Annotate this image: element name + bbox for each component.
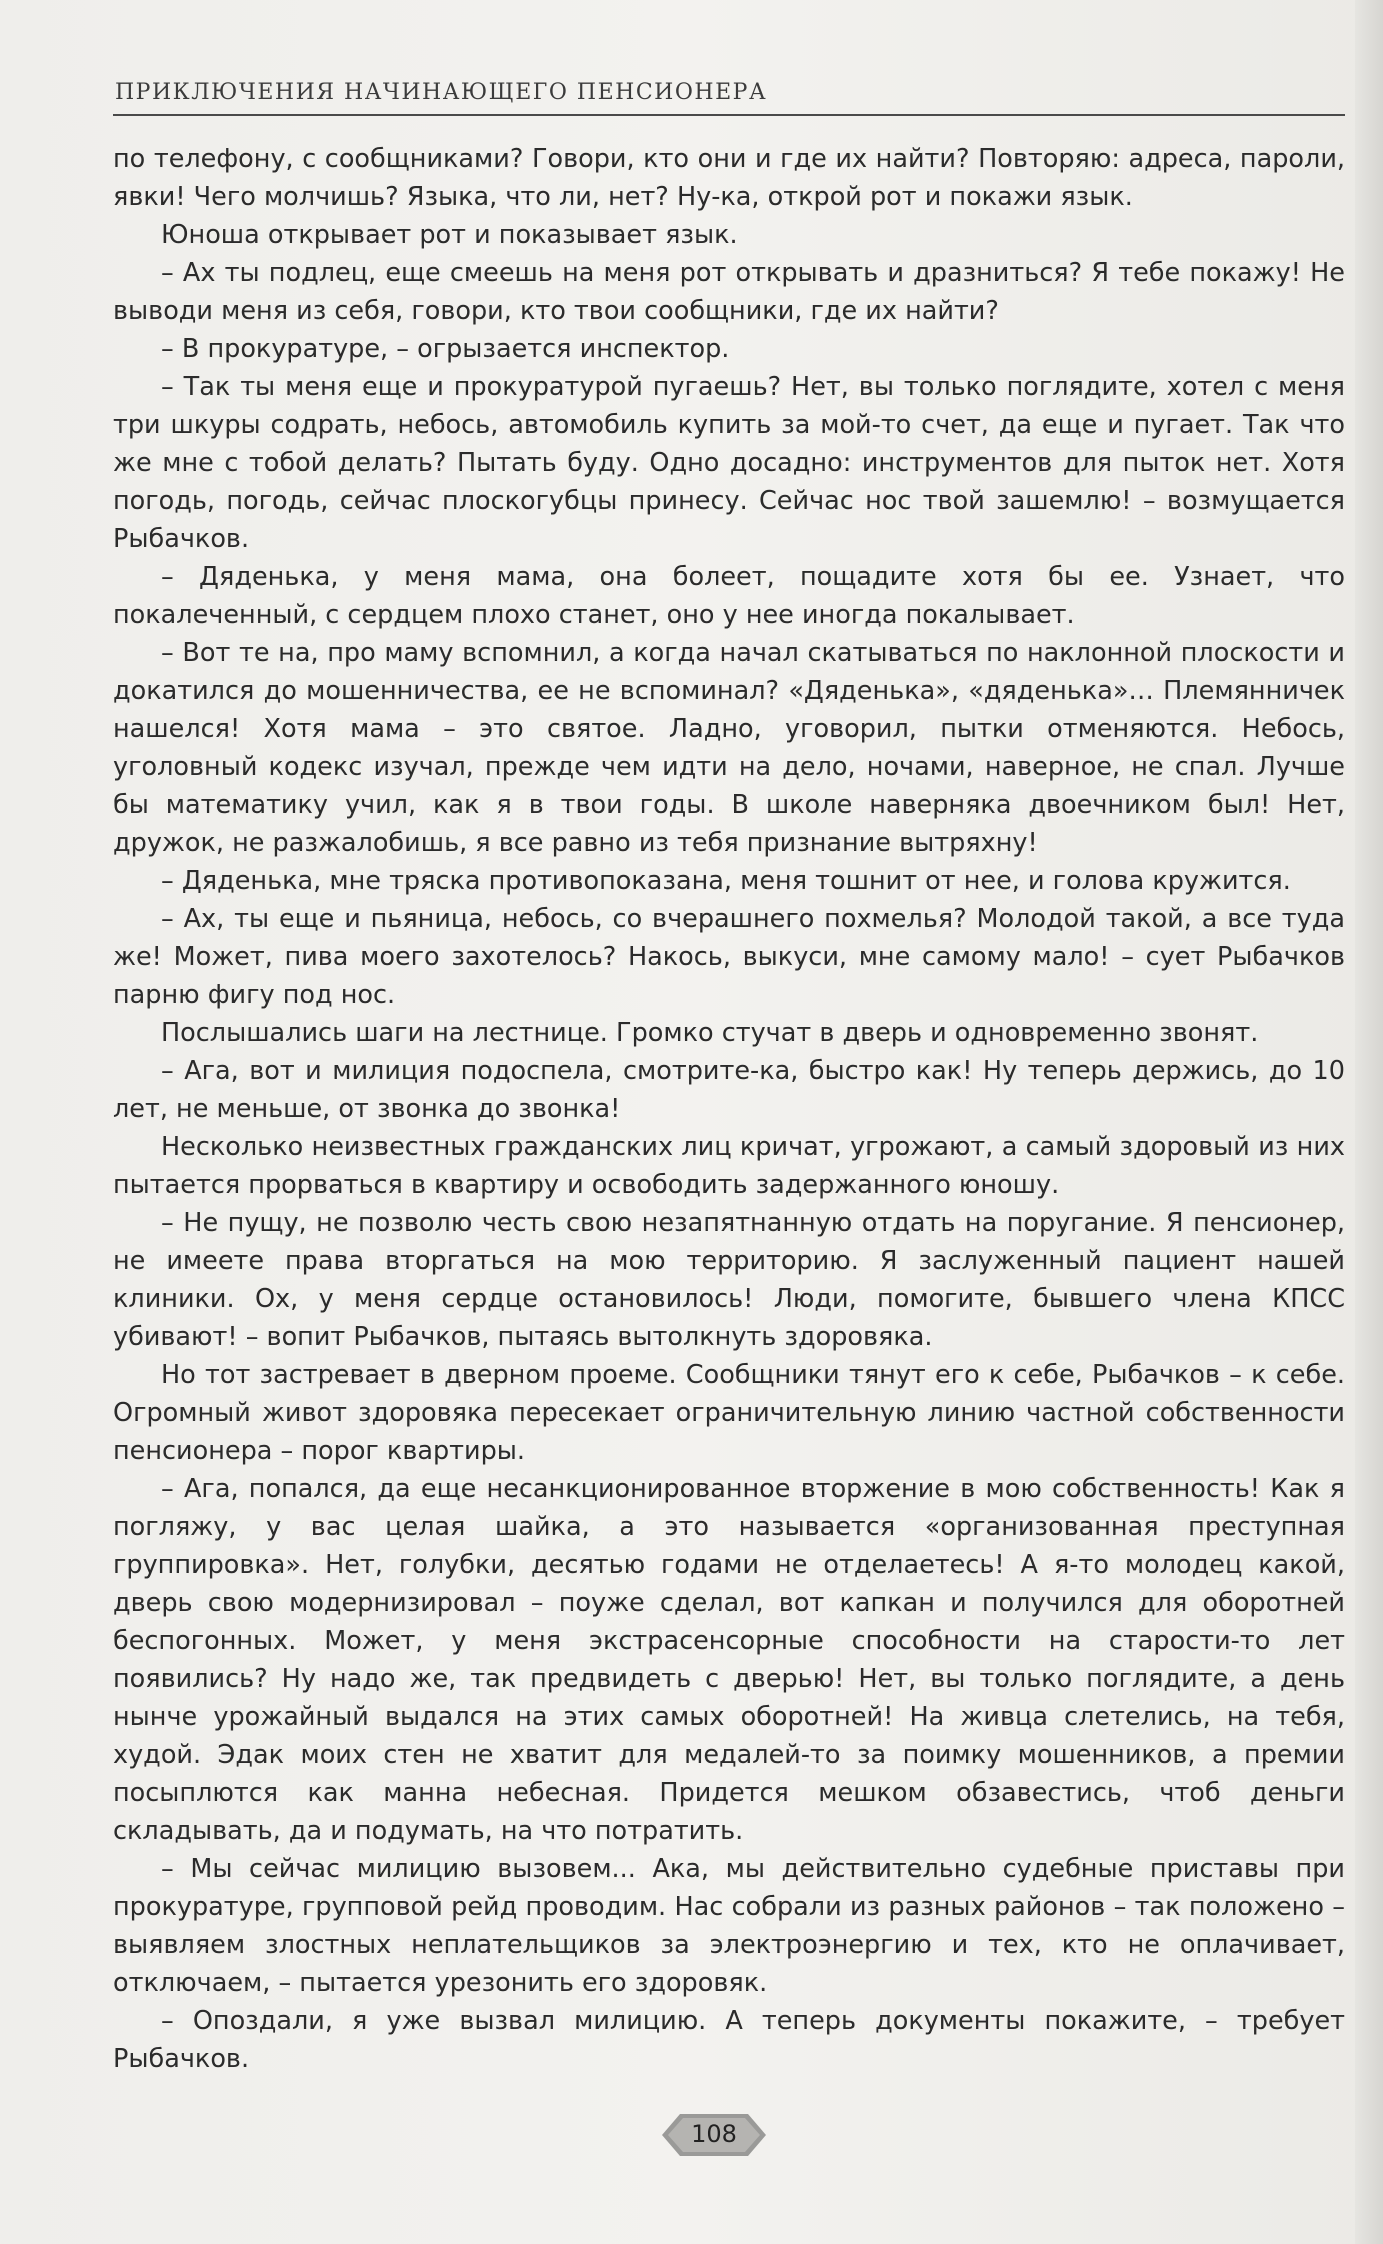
paragraph: – Дяденька, у меня мама, она болеет, пощадите хотя бы ее. Узнает, что покалеченный, с сердцем плохо станет, оно у нее иногда покалывает.	[113, 562, 1345, 630]
page-edge	[1355, 0, 1383, 2244]
paragraph: – Опоздали, я уже вызвал милицию. А теперь документы покажите, – требует Рыбачков.	[113, 2006, 1345, 2074]
paragraph: – Ах ты подлец, еще смеешь на меня рот открывать и дразниться? Я тебе покажу! Не выводи меня из себя, говори, кто твои сообщники, где их найти?	[113, 258, 1345, 326]
paragraph: Но тот застревает в дверном проеме. Сообщники тянут его к себе, Рыбачков – к себе. Огромный живот здоровяка пересекает ограничительную линию частной собственности пенсионера – порог квартиры.	[113, 1360, 1345, 1466]
running-header	[113, 74, 1345, 116]
paragraph: Несколько неизвестных гражданских лиц кричат, угрожают, а самый здоровый из них пытается прорваться в квартиру и освободить задержанного юношу.	[113, 1132, 1345, 1200]
paragraph: по телефону, с сообщниками? Говори, кто они и где их найти? Повторяю: адреса, пароли, явки! Чего молчишь? Языка, что ли, нет? Ну-ка, открой рот и покажи язык.	[113, 144, 1345, 212]
page-number: 108	[691, 2120, 737, 2148]
paragraph: Юноша открывает рот и показывает язык.	[161, 220, 738, 250]
paragraph: – Ага, попался, да еще несанкционированное вторжение в мою собственность! Как я погляжу, у вас целая шайка, а это называется «организованная преступная группировка». Нет, голубки, десятью годами не отделаетесь! А я-то молодец какой, дверь свою модернизировал – поуже сделал, вот капкан и получился для оборотней беспогонных. Может, у меня экстрасенсорные способности на старости-то лет появились? Ну надо же, так предвидеть с дверью! Нет, вы только поглядите, а день нынче урожайный выдался на этих самых оборотней! На живца слетелись, на тебя, худой. Эдак моих стен не хватит для медалей-то за поимку мошенников, а премии посыплются как манна небесная. Придется мешком обзавестись, чтоб деньги складывать, да и подумать, на что потратить.	[113, 1474, 1345, 1846]
paragraph: – В прокуратуре, – огрызается инспектор.	[161, 334, 730, 364]
paragraph: – Не пущу, не позволю честь свою незапятнанную отдать на поругание. Я пенсионер, не имеете права вторгаться на мою территорию. Я заслуженный пациент нашей клиники. Ох, у меня сердце остановилось! Люди, помогите, бывшего члена КПСС убивают! – вопит Рыбачков, пытаясь вытолкнуть здоровяка.	[113, 1208, 1345, 1352]
running-title: ПРИКЛЮЧЕНИЯ НАЧИНАЮЩЕГО ПЕНСИОНЕРА	[115, 80, 768, 105]
paragraph: – Вот те на, про маму вспомнил, а когда начал скатываться по наклонной плоскости и докатился до мошенничества, ее не вспоминал? «Дяденька», «дяденька»… Племянничек нашелся! Хотя мама – это святое. Ладно, уговорил, пытки отменяются. Небось, уголовный кодекс изучал, прежде чем идти на дело, ночами, наверное, не спал. Лучше бы математику учил, как я в твои годы. В школе наверняка двоечником был! Нет, дружок, не разжалобишь, я все равно из тебя признание вытряхну!	[113, 638, 1345, 858]
paragraph: – Ах, ты еще и пьяница, небось, со вчерашнего похмелья? Молодой такой, а все туда же! Может, пива моего захотелось? Накось, выкуси, мне самому мало! – сует Рыбачков парню фигу под нос.	[113, 904, 1345, 1010]
paragraph: – Дяденька, мне тряска противопоказана, меня тошнит от нее, и голова кружится.	[161, 866, 1291, 896]
paragraph: Послышались шаги на лестнице. Громко стучат в дверь и одновременно звонят.	[161, 1018, 1259, 1048]
page-number-badge	[662, 2110, 766, 2160]
body-text	[113, 140, 1345, 2078]
paragraph: – Так ты меня еще и прокуратурой пугаешь? Нет, вы только поглядите, хотел с меня три шкуры содрать, небось, автомобиль купить за мой-то счет, да еще и пугает. Так что же мне с тобой делать? Пытать буду. Одно досадно: инструментов для пыток нет. Хотя погодь, погодь, сейчас плоскогубцы принесу. Сейчас нос твой зашемлю! – возмущается Рыбачков.	[113, 372, 1345, 554]
paragraph: – Мы сейчас милицию вызовем... Ака, мы действительно судебные приставы при прокуратуре, групповой рейд проводим. Нас собрали из разных районов – так положено – выявляем злостных неплательщиков за электроэнергию и тех, кто не оплачивает, отключаем, – пытается урезонить его здоровяк.	[113, 1854, 1345, 1998]
paragraph: – Ага, вот и милиция подоспела, смотрите-ка, быстро как! Ну теперь держись, до 10 лет, не меньше, от звонка до звонка!	[113, 1056, 1345, 1124]
